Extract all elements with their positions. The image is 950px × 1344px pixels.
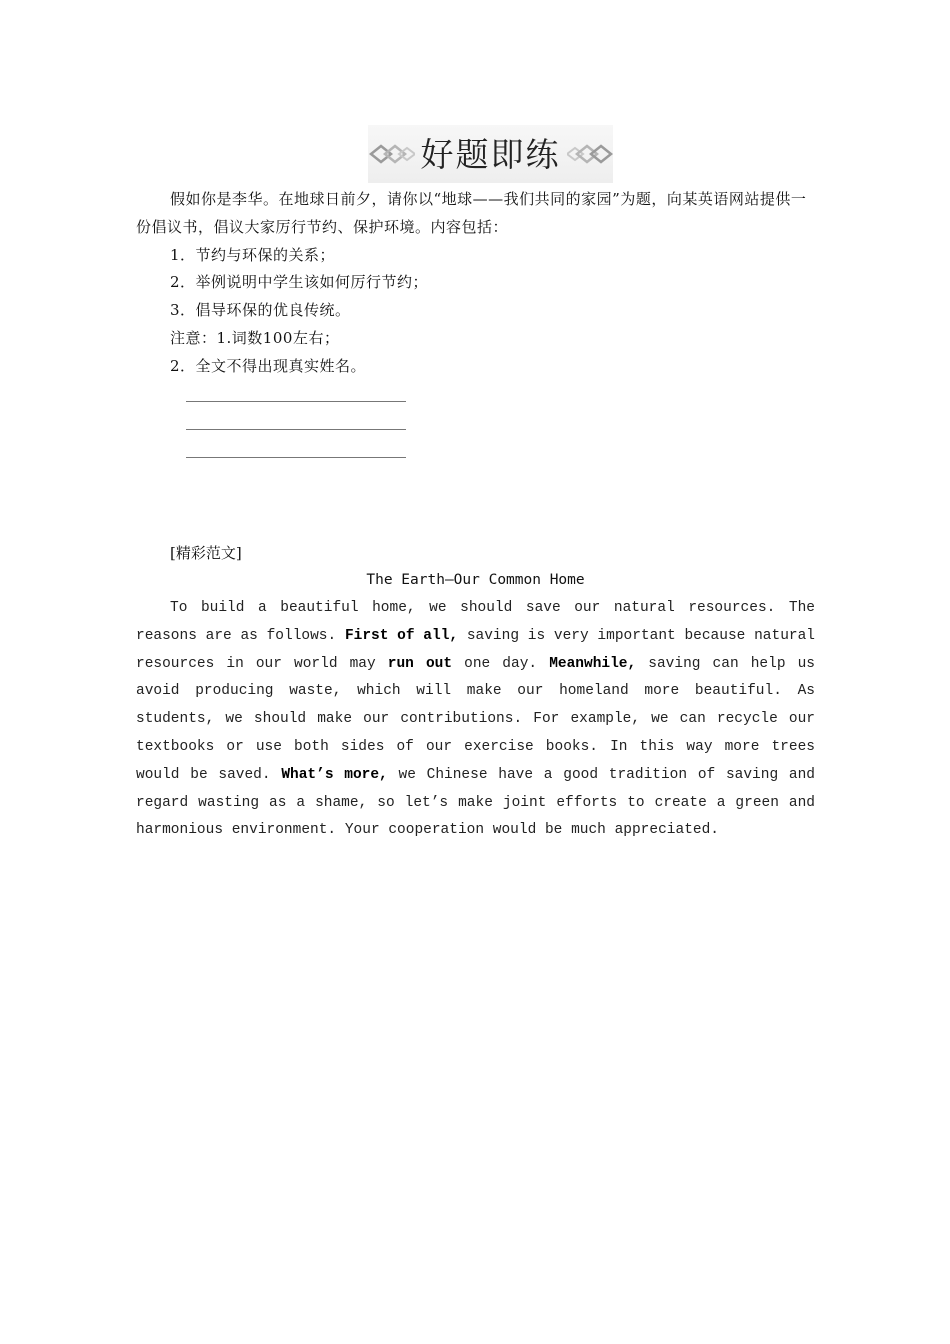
essay-text: To build a beautiful home, we should save our natural resources. The reasons are as follows.: [136, 600, 815, 644]
double-chevron-right-icon: [567, 143, 613, 165]
essay-highlight: run out: [387, 655, 453, 672]
task-note: 2．全文不得出现真实姓名。: [170, 356, 367, 375]
task-item: 2．举例说明中学生该如何厉行节约；: [170, 273, 429, 292]
essay-highlight: First of all,: [344, 627, 459, 644]
section-banner: [368, 125, 613, 183]
answer-line: [186, 416, 406, 444]
answer-blanks: [186, 388, 406, 471]
task-note: 注意：1.词数100左右；: [170, 328, 340, 347]
sample-label: [精彩范文]: [170, 544, 242, 562]
essay-text: saving is very important because natural resources in our world may: [136, 627, 816, 672]
task-intro: 假如你是李华。在地球日前夕，请你以“地球——我们共同的家园”为题，向某英语网站提供一份倡议书，倡议大家厉行节约、保护环境。内容包括：: [136, 190, 807, 236]
task-instructions: [136, 186, 815, 381]
task-item: 3．倡导环保的优良传统。: [170, 301, 351, 320]
task-item: 1．节约与环保的关系；: [170, 245, 336, 264]
essay-text: saving can help us avoid producing waste, which will make our homeland more beautiful. As students, we should make our contributions. For example, we can recycle our textbooks or use both sides of our exercise books. In this way more trees would be saved.: [136, 655, 815, 783]
essay-text: one day.: [452, 655, 550, 672]
essay-body: [136, 595, 815, 845]
essay-text: we Chinese have a good tradition of saving and regard wasting as a shame, so let’s make joint efforts to create a green and harmonious environment. Your cooperation would be much appreciated.: [136, 766, 815, 839]
essay-title: The Earth—Our Common Home: [366, 572, 585, 588]
answer-line: [186, 444, 406, 472]
essay-highlight: Meanwhile,: [549, 655, 637, 672]
answer-line: [186, 388, 406, 416]
essay-highlight: What’s more,: [281, 766, 388, 783]
double-chevron-left-icon: [369, 143, 415, 165]
banner-title: 好题即练: [420, 134, 561, 174]
